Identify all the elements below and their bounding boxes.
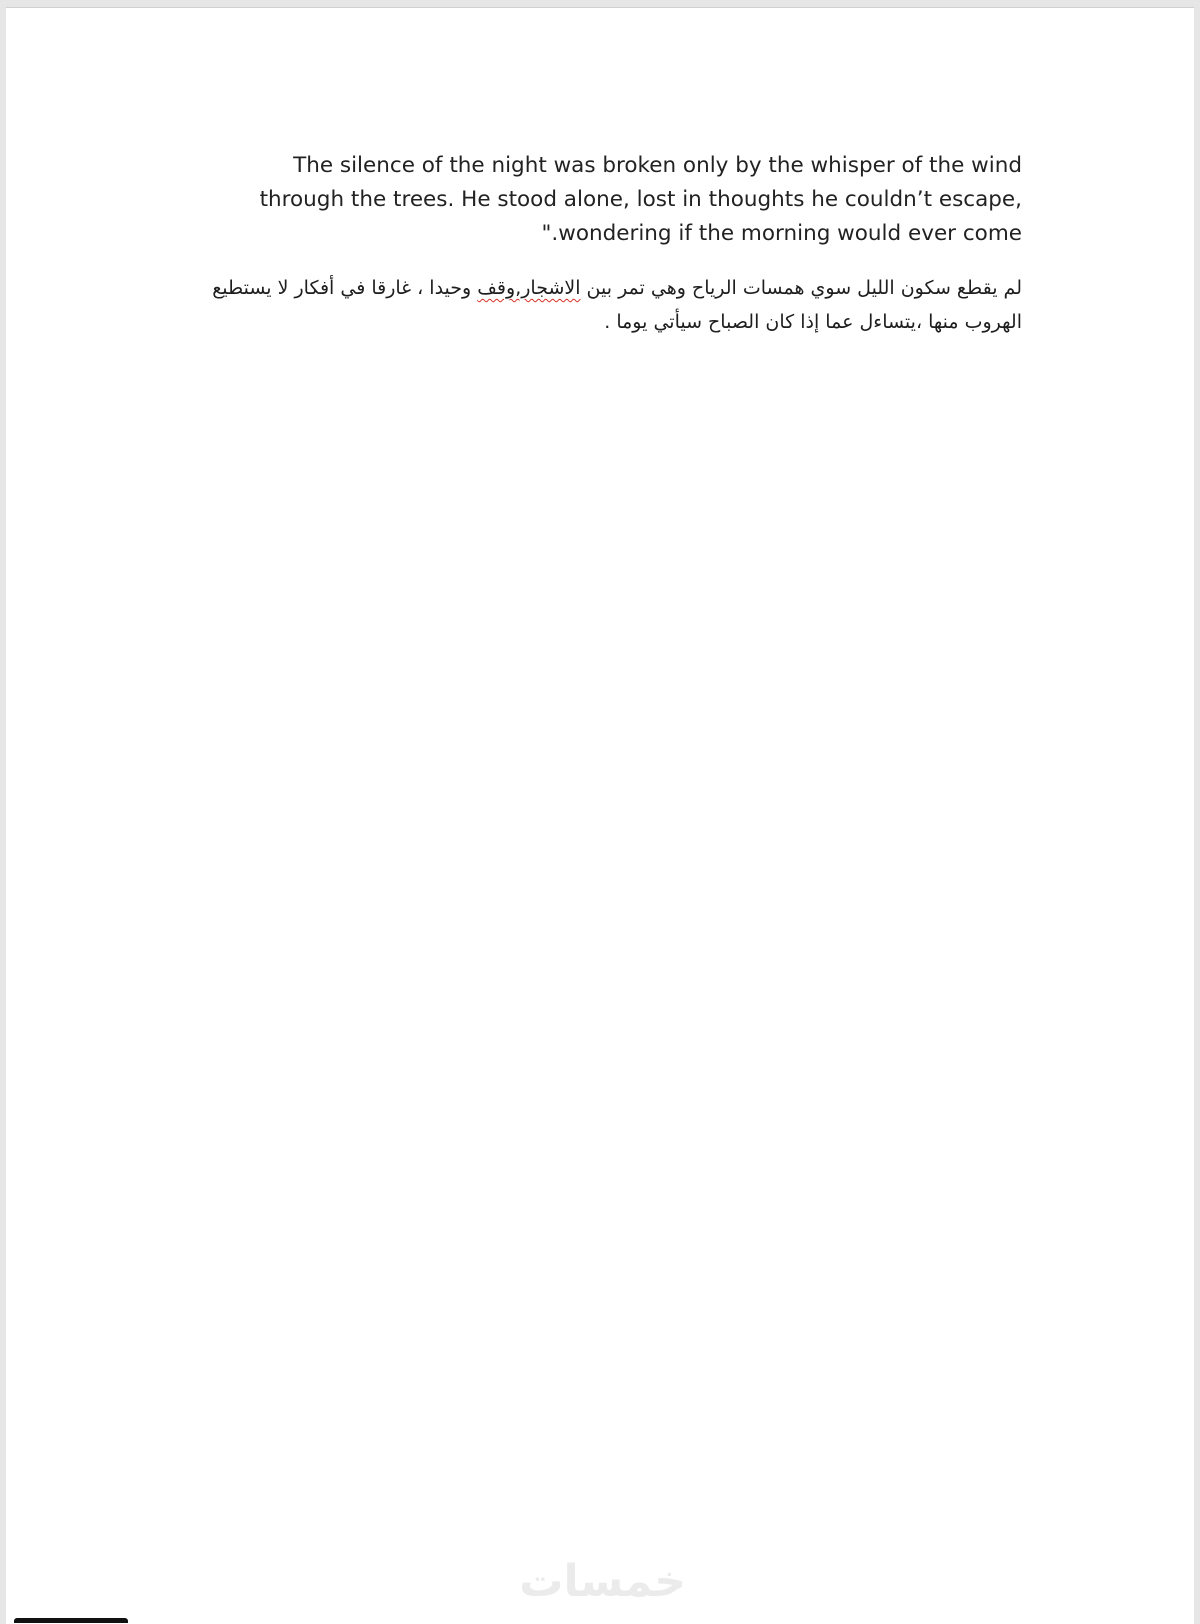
arabic-text-part-1: لم يقطع سكون الليل سوي همسات الرياح وهي تمر بين (580, 277, 1022, 299)
english-paragraph: The silence of the night was broken only by the whisper of the wind through the trees. He stood alone, lost in thoughts he couldn’t escape, wondering if the morning would ever come." (259, 153, 1022, 246)
misspelled-word[interactable]: الاشجار,وقف (477, 277, 581, 299)
document-page (6, 7, 1194, 1624)
watermark-logo: خمسات (519, 1556, 686, 1607)
arabic-paragraph (212, 271, 1022, 339)
bottom-scroll-indicator (14, 1618, 128, 1623)
arabic-text-part-2: وحيدا ، غارقا في أفكار لا يستطيع الهروب منها ،يتساءل عما إذا كان الصباح سيأتي يوما . (212, 277, 1022, 333)
